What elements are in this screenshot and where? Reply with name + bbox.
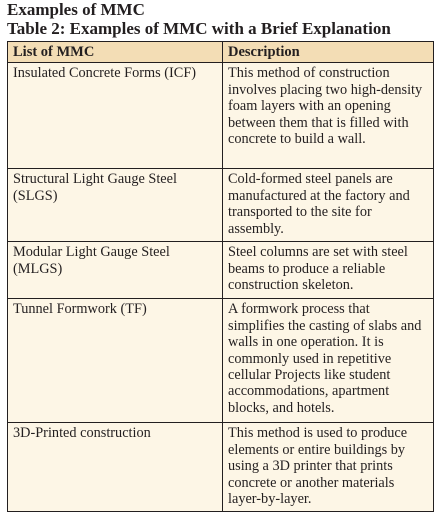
- mmc-description-cell: Cold-formed steel panels are manufactured at the factory and transported to the site for assembly.: [223, 169, 434, 242]
- table-caption: Table 2: Examples of MMC with a Brief Explanation: [7, 19, 391, 38]
- mmc-description-cell: A formwork process that simplifies the casting of slabs and walls in one operation. It is commonly used in repetitive cellular Projects like student accommodations, apartment blocks, and hotels.: [223, 299, 434, 423]
- table-row: [8, 423, 434, 512]
- table-header-row: [8, 42, 434, 63]
- column-header-description: Description: [223, 42, 434, 63]
- table-row: [8, 169, 434, 242]
- mmc-name-cell: 3D-Printed construction: [8, 423, 223, 512]
- mmc-name-cell: Modular Light Gauge Steel (MLGS): [8, 242, 223, 299]
- mmc-name-cell: Structural Light Gauge Steel (SLGS): [8, 169, 223, 242]
- section-heading: Examples of MMC: [7, 0, 145, 19]
- mmc-description-cell: This method is used to produce elements or entire buildings by using a 3D printer that prints concrete or another materials layer-by-layer.: [223, 423, 434, 512]
- mmc-table: [7, 41, 434, 512]
- mmc-name-cell: Tunnel Formwork (TF): [8, 299, 223, 423]
- mmc-name-cell: Insulated Concrete Forms (ICF): [8, 63, 223, 169]
- table-row: [8, 242, 434, 299]
- table-row: [8, 299, 434, 423]
- mmc-description-cell: Steel columns are set with steel beams to produce a reliable construction skeleton.: [223, 242, 434, 299]
- mmc-description-cell: This method of construction involves placing two high-density foam layers with an opening between them that is filled with concrete to build a wall.: [223, 63, 434, 169]
- table-row: [8, 63, 434, 169]
- column-header-list-of-mmc: List of MMC: [8, 42, 223, 63]
